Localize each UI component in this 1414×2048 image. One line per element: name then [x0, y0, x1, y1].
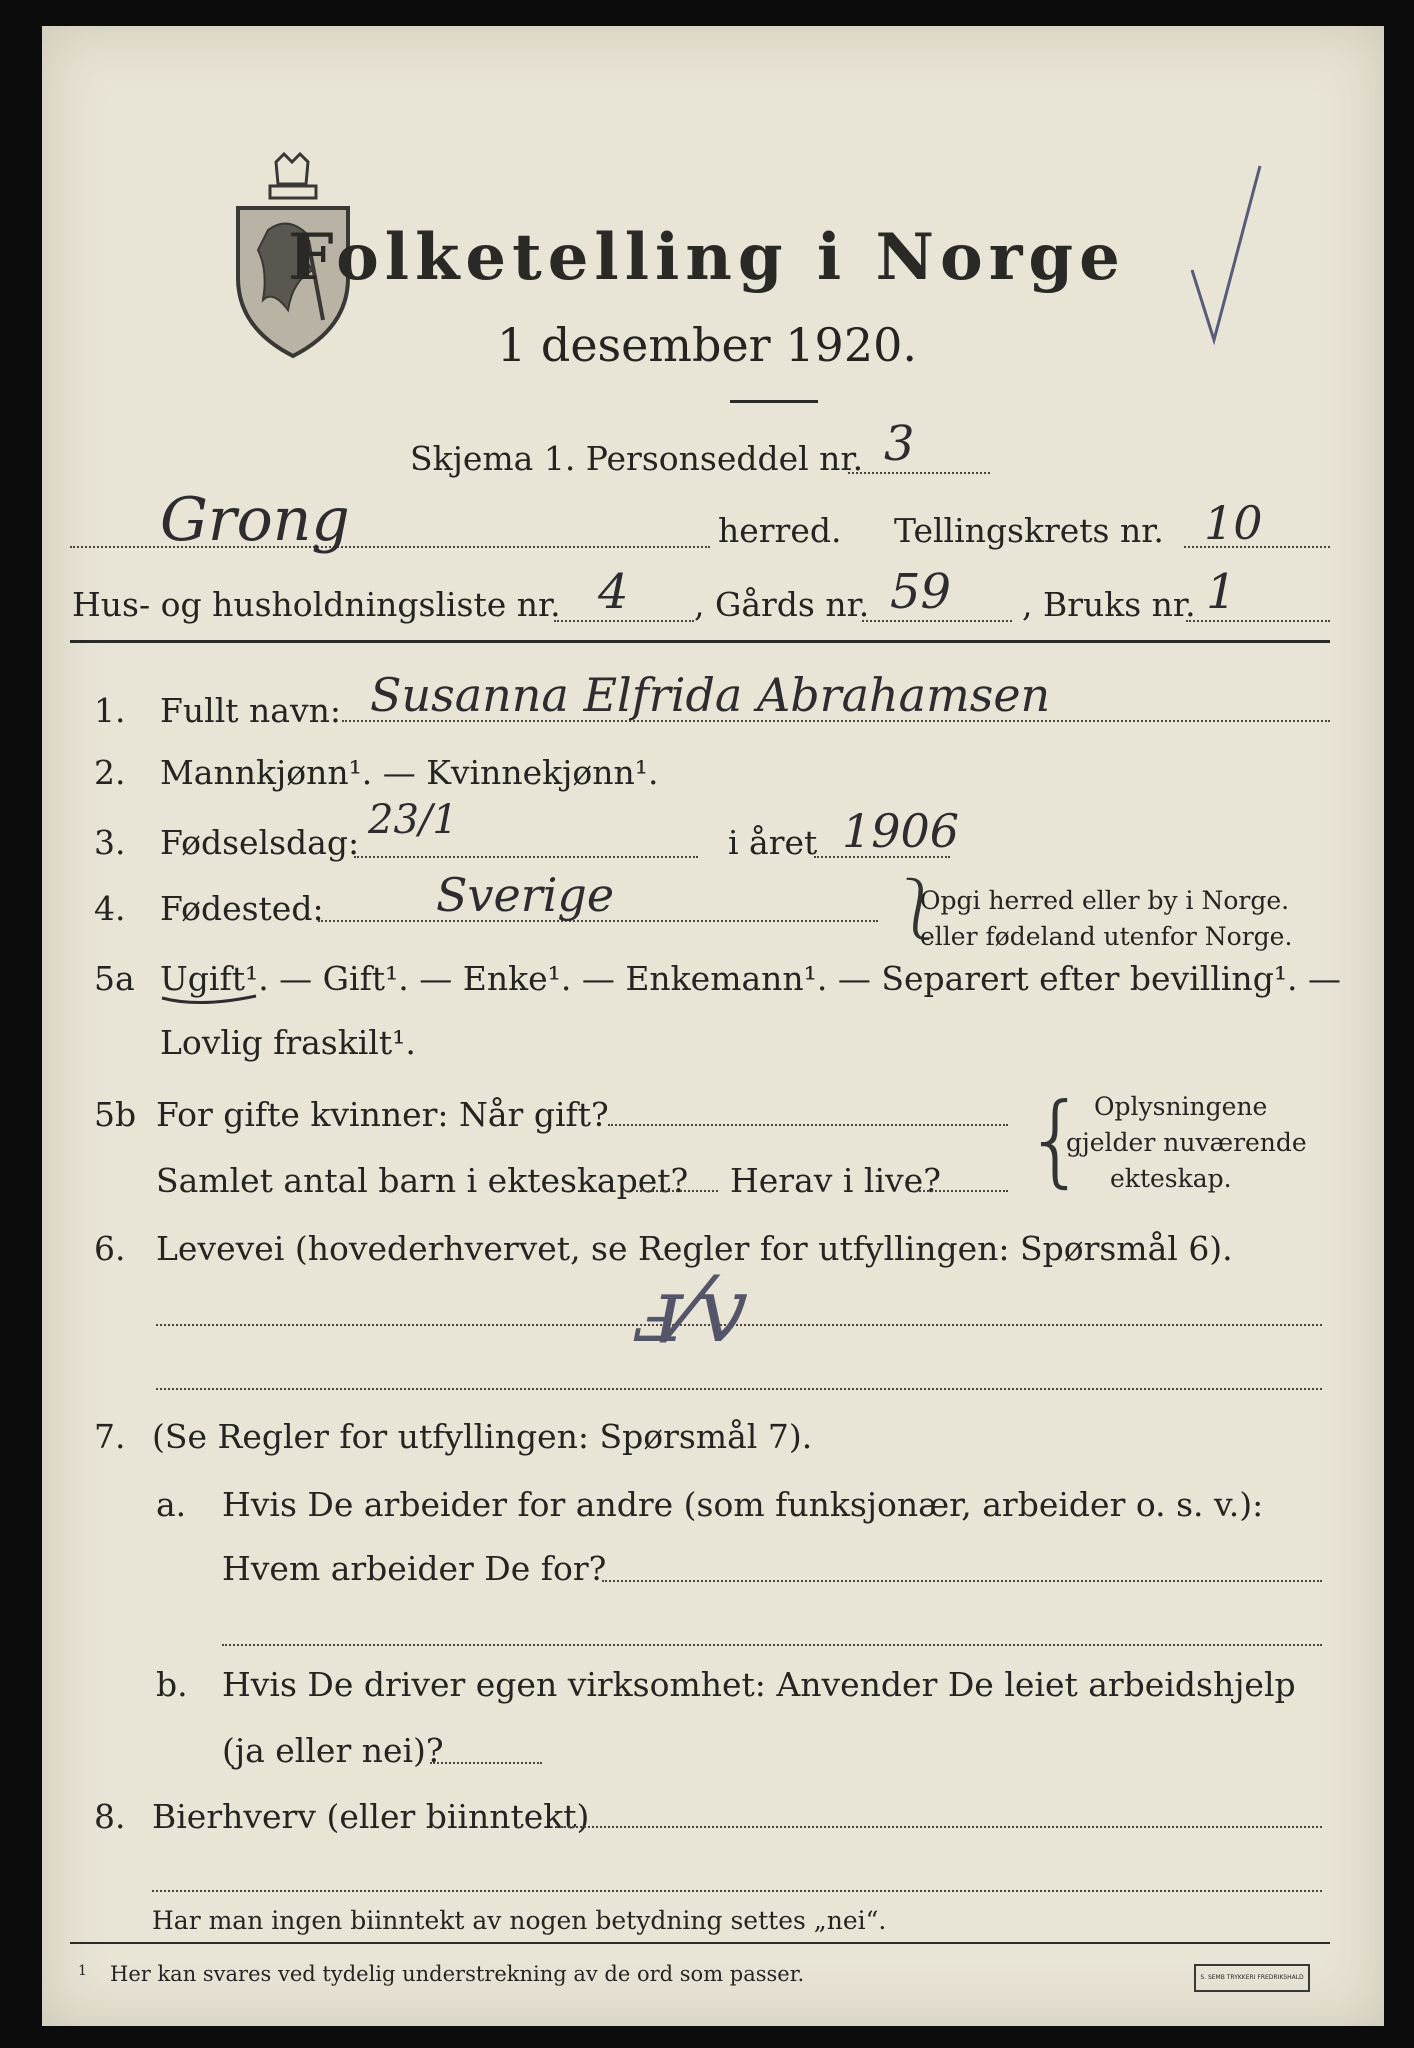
q5b-line-1 — [608, 1124, 1008, 1126]
q5b-note-1: Oplysningene — [1094, 1092, 1268, 1121]
q8-note: Har man ingen biinntekt av nogen betydning settes „nei“. — [152, 1906, 887, 1935]
q7b-number: b. — [156, 1665, 188, 1704]
gards-value[interactable]: 59 — [890, 564, 952, 620]
herred-value[interactable]: Grong — [160, 485, 350, 555]
q3-line — [354, 856, 698, 858]
q7a-number: a. — [156, 1485, 187, 1524]
q2-number: 2. — [94, 753, 126, 792]
birthday-value[interactable]: 23/1 — [368, 797, 458, 843]
bruks-line — [1186, 620, 1330, 622]
q3-number: 3. — [94, 823, 126, 862]
footnote-text: Her kan svares ved tydelig understrekning av de ord som passer. — [110, 1962, 805, 1986]
census-date: 1 desember 1920. — [497, 318, 917, 372]
footnote-mark: 1 — [78, 1963, 87, 1979]
skjema-line — [848, 472, 990, 474]
footer-rule — [70, 1942, 1330, 1944]
q5b-label-when-married: For gifte kvinner: Når gift? — [156, 1095, 609, 1134]
tellingskrets-value[interactable]: 10 — [1204, 496, 1263, 550]
full-name-value[interactable]: Susanna Elfrida Abrahamsen — [370, 668, 1051, 722]
hus-value[interactable]: 4 — [598, 564, 629, 620]
gards-label: , Gårds nr. — [694, 585, 870, 624]
personseddel-number[interactable]: 3 — [884, 416, 915, 472]
q5b-brace: { — [1024, 1081, 1088, 1198]
q5b-label-children: Samlet antal barn i ekteskapet? — [156, 1161, 689, 1200]
q7a-line-1 — [602, 1580, 1322, 1582]
q7a-label-1: Hvis De arbeider for andre (som funksjonær, arbeider o. s. v.): — [222, 1485, 1264, 1524]
q5a-options-2: Lovlig fraskilt¹. — [160, 1023, 416, 1062]
q5b-note-2: gjelder nuværende — [1066, 1128, 1307, 1157]
q5b-label-alive: Herav i live? — [730, 1161, 941, 1200]
q7b-line — [430, 1762, 542, 1764]
q1-label: Fullt navn: — [160, 691, 341, 730]
q8-label: Bierhverv (eller biinntekt) — [152, 1797, 590, 1836]
q5b-line-2 — [636, 1190, 718, 1192]
q7a-label-2: Hvem arbeider De for? — [222, 1549, 607, 1588]
q2-label: Mannkjønn¹. — Kvinnekjønn¹. — [160, 753, 659, 792]
hus-line — [554, 620, 694, 622]
q6-line-2 — [156, 1388, 1322, 1390]
q7b-label-1: Hvis De driver egen virksomhet: Anvender De leiet arbeidshjelp — [222, 1665, 1296, 1704]
printer-stamp-text: S. SEMB TRYKKERI FREDRIKSHALD — [1200, 1974, 1304, 1981]
check-mark-icon — [1186, 160, 1266, 350]
q7-label: (Se Regler for utfyllingen: Spørsmål 7). — [152, 1417, 813, 1456]
q8-line-1 — [556, 1826, 1322, 1828]
q6-number: 6. — [94, 1229, 126, 1268]
gards-line — [862, 620, 1012, 622]
q5a-number: 5a — [94, 959, 135, 998]
q4-brace: ⎱ — [888, 875, 948, 945]
q5b-line-3 — [916, 1190, 1008, 1192]
q5b-number: 5b — [94, 1095, 137, 1134]
bruks-value[interactable]: 1 — [1206, 564, 1237, 620]
q4-number: 4. — [94, 889, 126, 928]
q6-label: Levevei (hovederhvervet, se Regler for utfyllingen: Spørsmål 6). — [156, 1229, 1233, 1268]
title-divider — [730, 400, 818, 403]
hus-label: Hus- og husholdningsliste nr. — [72, 585, 561, 624]
occupation-value[interactable]: ⅎ⁄v — [636, 1258, 749, 1363]
q4-note-2: eller fødeland utenfor Norge. — [920, 922, 1293, 951]
q3-year-label: i året — [728, 823, 818, 862]
q1-number: 1. — [94, 691, 126, 730]
q5a-options: Ugift¹. — Gift¹. — Enke¹. — Enkemann¹. — Separert efter bevilling¹. — — [160, 959, 1342, 998]
q7-number: 7. — [94, 1417, 126, 1456]
skjema-label: Skjema 1. Personseddel nr. — [410, 439, 864, 478]
tellingskrets-label: Tellingskrets nr. — [894, 511, 1164, 550]
birthplace-value[interactable]: Sverige — [436, 868, 615, 922]
q4-label: Fødested: — [160, 889, 324, 928]
herred-label: herred. — [718, 511, 842, 550]
header-rule — [70, 640, 1330, 643]
q8-line-2 — [152, 1890, 1322, 1892]
q3-label: Fødselsdag: — [160, 823, 360, 862]
q7a-line-2 — [222, 1644, 1322, 1646]
q4-note-1: Opgi herred eller by i Norge. — [920, 886, 1290, 915]
q7b-label-2: (ja eller nei)? — [222, 1731, 444, 1770]
printer-stamp — [1194, 1964, 1310, 1992]
ugift-underline — [160, 990, 260, 1010]
bruks-label: , Bruks nr. — [1022, 585, 1196, 624]
q8-number: 8. — [94, 1797, 126, 1836]
form-title: Folketelling i Norge — [288, 220, 1126, 295]
birth-year-value[interactable]: 1906 — [842, 804, 960, 858]
q5b-note-3: ekteskap. — [1110, 1164, 1232, 1193]
